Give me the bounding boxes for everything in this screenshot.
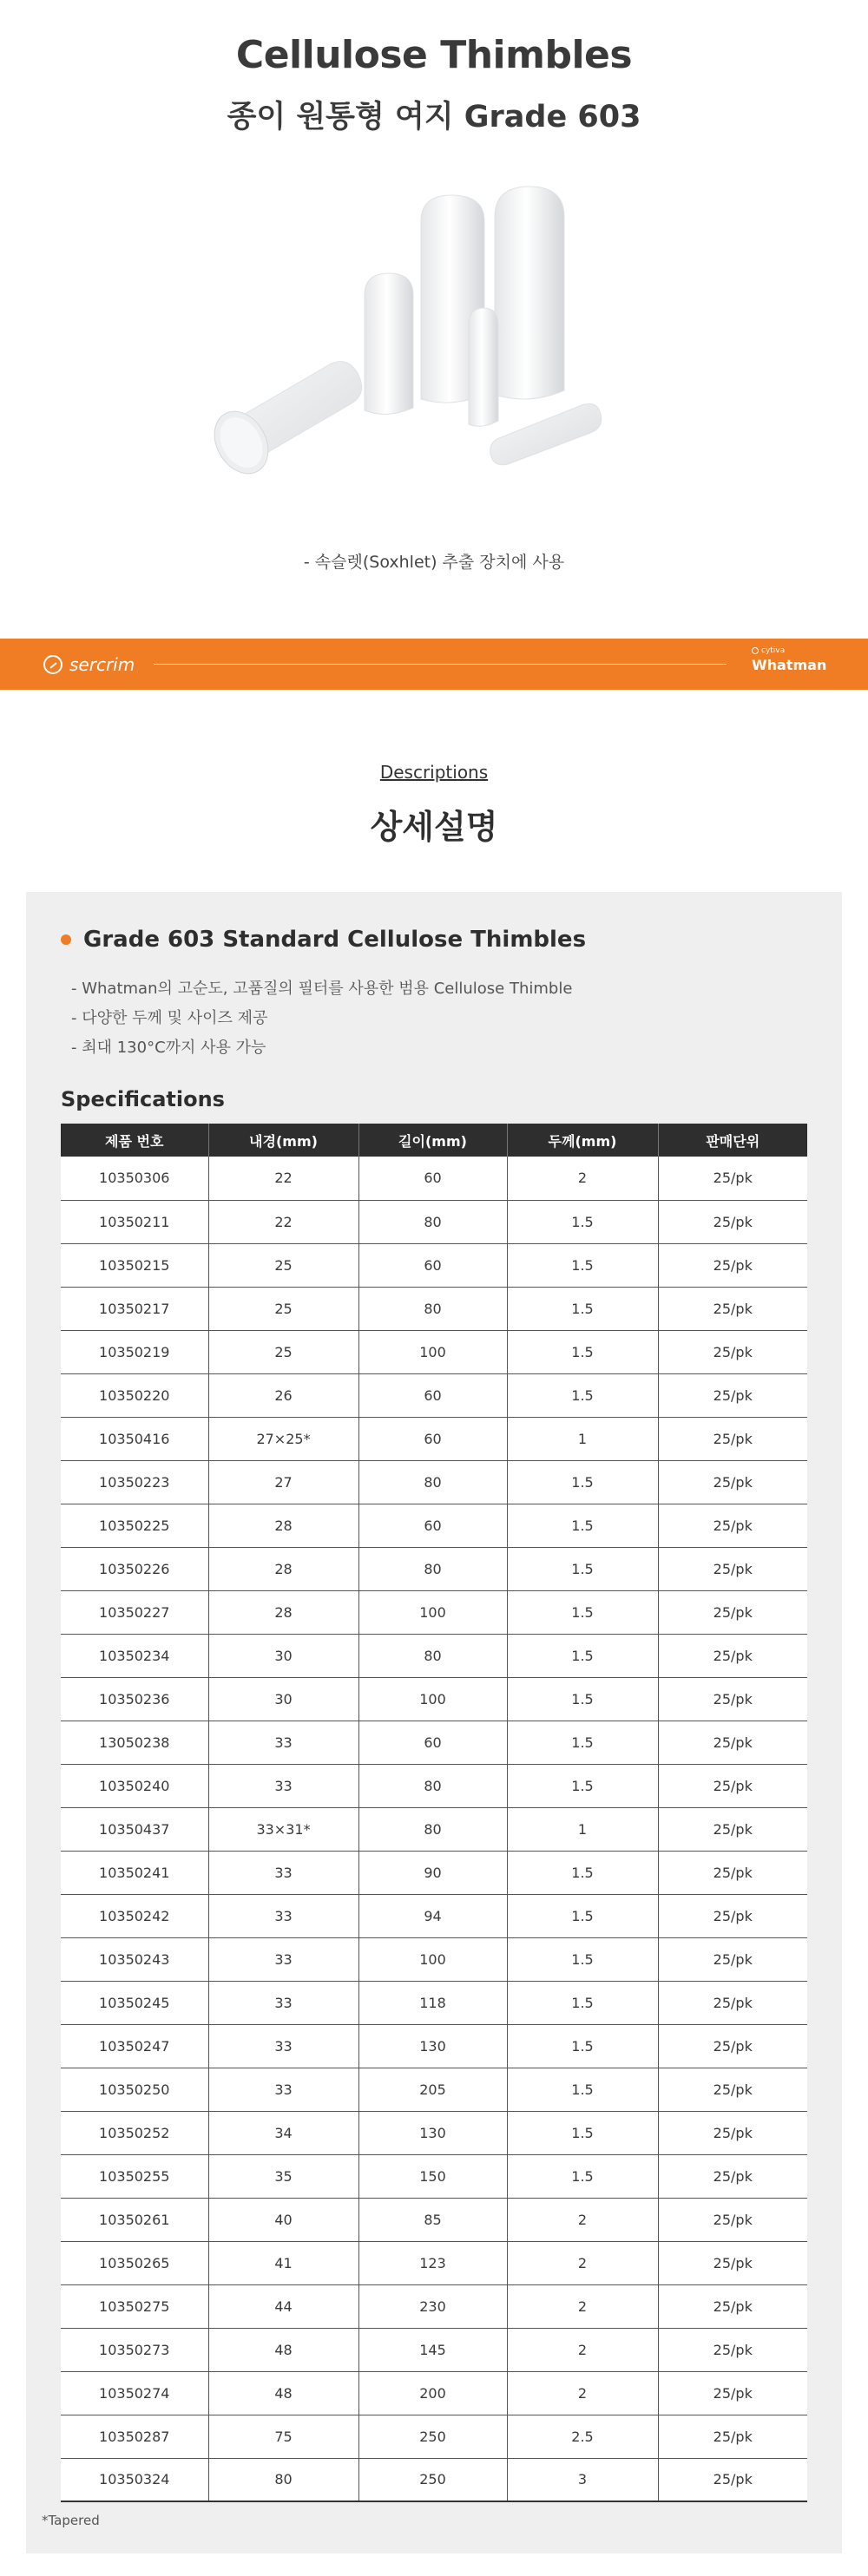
cell-thickness: 1.5 — [507, 2111, 658, 2154]
cell-sales-unit: 25/pk — [658, 2024, 807, 2068]
cell-inner-diameter: 80 — [208, 2458, 358, 2501]
cell-inner-diameter: 48 — [208, 2371, 358, 2415]
cell-sales-unit: 25/pk — [658, 2068, 807, 2111]
bullet-dot-icon — [61, 934, 71, 945]
cell-sales-unit: 25/pk — [658, 1937, 807, 1981]
cell-sales-unit: 25/pk — [658, 1157, 807, 1200]
cell-thickness: 1.5 — [507, 1547, 658, 1590]
cell-inner-diameter: 28 — [208, 1504, 358, 1547]
table-row — [61, 2198, 807, 2241]
sercrim-logo — [43, 652, 135, 677]
cell-thickness: 1.5 — [507, 1590, 658, 1634]
cell-product-number: 10350226 — [61, 1547, 208, 1590]
cell-product-number: 10350219 — [61, 1330, 208, 1373]
cell-product-number: 10350306 — [61, 1157, 208, 1200]
cell-sales-unit: 25/pk — [658, 2241, 807, 2284]
cell-inner-diameter: 25 — [208, 1243, 358, 1287]
header-length: 길이(mm) — [358, 1124, 507, 1157]
cell-inner-diameter: 33 — [208, 1937, 358, 1981]
cell-thickness: 1.5 — [507, 1981, 658, 2024]
cell-inner-diameter: 48 — [208, 2328, 358, 2371]
cell-product-number: 10350247 — [61, 2024, 208, 2068]
cell-product-number: 10350236 — [61, 1677, 208, 1721]
cell-thickness: 2.5 — [507, 2415, 658, 2458]
cell-inner-diameter: 27×25* — [208, 1417, 358, 1460]
cell-product-number: 10350215 — [61, 1243, 208, 1287]
whatman-text: Whatman — [752, 657, 827, 673]
table-row — [61, 1287, 807, 1330]
sercrim-logo-text: sercrim — [69, 654, 135, 675]
cell-product-number: 10350261 — [61, 2198, 208, 2241]
cell-product-number: 13050238 — [61, 1721, 208, 1764]
cell-product-number: 10350416 — [61, 1417, 208, 1460]
cell-length: 80 — [358, 1764, 507, 1807]
table-row — [61, 1894, 807, 1937]
feature-item: - Whatman의 고순도, 고품질의 필터를 사용한 범용 Cellulose Thimble — [71, 980, 573, 998]
cell-length: 200 — [358, 2371, 507, 2415]
descriptions-label: Descriptions — [379, 762, 489, 783]
cell-sales-unit: 25/pk — [658, 1330, 807, 1373]
cell-length: 94 — [358, 1894, 507, 1937]
cell-length: 60 — [358, 1721, 507, 1764]
cell-length: 130 — [358, 2111, 507, 2154]
cell-inner-diameter: 28 — [208, 1547, 358, 1590]
cell-product-number: 10350243 — [61, 1937, 208, 1981]
cell-sales-unit: 25/pk — [658, 1547, 807, 1590]
cell-product-number: 10350274 — [61, 2371, 208, 2415]
cell-sales-unit: 25/pk — [658, 1243, 807, 1287]
table-row — [61, 2068, 807, 2111]
cell-length: 145 — [358, 2328, 507, 2371]
cell-thickness: 1.5 — [507, 2154, 658, 2198]
header-product-number: 제품 번호 — [61, 1124, 208, 1157]
sercrim-logo-icon — [43, 655, 62, 674]
cell-inner-diameter: 41 — [208, 2241, 358, 2284]
cell-length: 60 — [358, 1417, 507, 1460]
cell-inner-diameter: 22 — [208, 1157, 358, 1200]
cell-length: 250 — [358, 2458, 507, 2501]
table-row — [61, 2024, 807, 2068]
cell-thickness: 2 — [507, 2371, 658, 2415]
table-row — [61, 1721, 807, 1764]
cell-product-number: 10350324 — [61, 2458, 208, 2501]
cell-sales-unit: 25/pk — [658, 1764, 807, 1807]
cell-thickness: 2 — [507, 2284, 658, 2328]
cell-sales-unit: 25/pk — [658, 2328, 807, 2371]
cell-thickness: 1 — [507, 1807, 658, 1851]
cell-thickness: 2 — [507, 2241, 658, 2284]
product-title — [61, 927, 586, 953]
cell-thickness: 1.5 — [507, 1894, 658, 1937]
table-row — [61, 2371, 807, 2415]
table-row — [61, 1243, 807, 1287]
cell-thickness: 1.5 — [507, 1330, 658, 1373]
cell-sales-unit: 25/pk — [658, 1677, 807, 1721]
cell-product-number: 10350273 — [61, 2328, 208, 2371]
cell-thickness: 1.5 — [507, 1504, 658, 1547]
cell-inner-diameter: 28 — [208, 1590, 358, 1634]
details-panel — [26, 892, 842, 2553]
cell-thickness: 1.5 — [507, 1721, 658, 1764]
cell-sales-unit: 25/pk — [658, 2154, 807, 2198]
cell-thickness: 1.5 — [507, 1287, 658, 1330]
cell-product-number: 10350287 — [61, 2415, 208, 2458]
cell-length: 150 — [358, 2154, 507, 2198]
table-row — [61, 1634, 807, 1677]
page-title: Cellulose Thimbles — [235, 33, 633, 77]
table-row — [61, 1677, 807, 1721]
table-header-row — [61, 1124, 807, 1157]
cell-length: 100 — [358, 1937, 507, 1981]
cell-sales-unit: 25/pk — [658, 1590, 807, 1634]
cell-sales-unit: 25/pk — [658, 1721, 807, 1764]
cell-inner-diameter: 33 — [208, 1894, 358, 1937]
cell-sales-unit: 25/pk — [658, 1200, 807, 1243]
cell-inner-diameter: 40 — [208, 2198, 358, 2241]
cell-product-number: 10350220 — [61, 1373, 208, 1417]
cytiva-icon — [752, 647, 759, 654]
cell-length: 130 — [358, 2024, 507, 2068]
table-row — [61, 1851, 807, 1894]
cell-sales-unit: 25/pk — [658, 2415, 807, 2458]
cell-thickness: 3 — [507, 2458, 658, 2501]
cell-thickness: 1.5 — [507, 1634, 658, 1677]
cell-inner-diameter: 33 — [208, 1721, 358, 1764]
table-row — [61, 1417, 807, 1460]
thimbles-product-image — [208, 178, 660, 525]
banner-divider — [154, 664, 727, 665]
feature-item: - 최대 130°C까지 사용 가능 — [71, 1039, 266, 1057]
cell-length: 80 — [358, 1634, 507, 1677]
cell-inner-diameter: 33 — [208, 2068, 358, 2111]
cell-inner-diameter: 44 — [208, 2284, 358, 2328]
table-row — [61, 2458, 807, 2501]
cell-inner-diameter: 33 — [208, 1851, 358, 1894]
specifications-heading: Specifications — [61, 1087, 225, 1111]
table-row — [61, 1373, 807, 1417]
cell-sales-unit: 25/pk — [658, 2458, 807, 2501]
table-row — [61, 1937, 807, 1981]
cell-product-number: 10350437 — [61, 1807, 208, 1851]
cell-thickness: 1.5 — [507, 1764, 658, 1807]
table-body — [61, 1157, 807, 2501]
cell-sales-unit: 25/pk — [658, 1504, 807, 1547]
cell-thickness: 1.5 — [507, 1851, 658, 1894]
header-thickness: 두께(mm) — [507, 1124, 658, 1157]
cell-product-number: 10350241 — [61, 1851, 208, 1894]
table-row — [61, 2284, 807, 2328]
cell-sales-unit: 25/pk — [658, 1851, 807, 1894]
table-row — [61, 1460, 807, 1504]
cell-product-number: 10350252 — [61, 2111, 208, 2154]
cell-inner-diameter: 25 — [208, 1330, 358, 1373]
cell-sales-unit: 25/pk — [658, 1981, 807, 2024]
cell-inner-diameter: 26 — [208, 1373, 358, 1417]
hero-section — [0, 0, 868, 638]
cell-sales-unit: 25/pk — [658, 1894, 807, 1937]
cell-sales-unit: 25/pk — [658, 1634, 807, 1677]
cell-sales-unit: 25/pk — [658, 2198, 807, 2241]
cell-product-number: 10350227 — [61, 1590, 208, 1634]
cell-inner-diameter: 33×31* — [208, 1807, 358, 1851]
cell-product-number: 10350242 — [61, 1894, 208, 1937]
cell-length: 100 — [358, 1677, 507, 1721]
brand-banner — [0, 639, 868, 690]
descriptions-heading: 상세설명 — [370, 808, 498, 846]
table-row — [61, 1764, 807, 1807]
header-sales-unit: 판매단위 — [658, 1124, 807, 1157]
cell-thickness: 1.5 — [507, 1677, 658, 1721]
table-row — [61, 2241, 807, 2284]
cell-product-number: 10350250 — [61, 2068, 208, 2111]
table-row — [61, 1200, 807, 1243]
cell-thickness: 1.5 — [507, 1937, 658, 1981]
cell-length: 100 — [358, 1330, 507, 1373]
cell-thickness: 1.5 — [507, 1200, 658, 1243]
cell-inner-diameter: 35 — [208, 2154, 358, 2198]
cell-inner-diameter: 33 — [208, 2024, 358, 2068]
cell-thickness: 1.5 — [507, 1460, 658, 1504]
page-subtitle: 종이 원통형 여지 Grade 603 — [227, 100, 641, 134]
cell-sales-unit: 25/pk — [658, 1417, 807, 1460]
cell-length: 80 — [358, 1200, 507, 1243]
table-row — [61, 1547, 807, 1590]
cell-inner-diameter: 75 — [208, 2415, 358, 2458]
cell-length: 205 — [358, 2068, 507, 2111]
table-row — [61, 2328, 807, 2371]
table-row — [61, 2154, 807, 2198]
cell-length: 123 — [358, 2241, 507, 2284]
cell-product-number: 10350265 — [61, 2241, 208, 2284]
cell-length: 80 — [358, 1460, 507, 1504]
cell-length: 80 — [358, 1807, 507, 1851]
tapered-footnote: *Tapered — [42, 2513, 100, 2528]
cell-thickness: 1.5 — [507, 1373, 658, 1417]
cell-thickness: 1.5 — [507, 1243, 658, 1287]
cell-inner-diameter: 33 — [208, 1764, 358, 1807]
cell-length: 80 — [358, 1287, 507, 1330]
cell-thickness: 1.5 — [507, 2024, 658, 2068]
table-row — [61, 1504, 807, 1547]
cell-sales-unit: 25/pk — [658, 1287, 807, 1330]
cell-length: 118 — [358, 1981, 507, 2024]
cell-inner-diameter: 33 — [208, 1981, 358, 2024]
cell-inner-diameter: 22 — [208, 1200, 358, 1243]
cell-product-number: 10350240 — [61, 1764, 208, 1807]
cell-product-number: 10350245 — [61, 1981, 208, 2024]
cell-sales-unit: 25/pk — [658, 1373, 807, 1417]
table-row — [61, 1157, 807, 1200]
cell-sales-unit: 25/pk — [658, 2284, 807, 2328]
cell-length: 230 — [358, 2284, 507, 2328]
cell-thickness: 1.5 — [507, 2068, 658, 2111]
cell-thickness: 1 — [507, 1417, 658, 1460]
cell-thickness: 2 — [507, 2198, 658, 2241]
cell-length: 60 — [358, 1504, 507, 1547]
cell-length: 60 — [358, 1243, 507, 1287]
cell-product-number: 10350255 — [61, 2154, 208, 2198]
cell-length: 80 — [358, 1547, 507, 1590]
cytiva-text: cytiva — [761, 646, 786, 655]
cell-product-number: 10350275 — [61, 2284, 208, 2328]
whatman-logo — [752, 646, 826, 673]
cell-product-number: 10350217 — [61, 1287, 208, 1330]
table-row — [61, 1330, 807, 1373]
cell-length: 90 — [358, 1851, 507, 1894]
cell-product-number: 10350223 — [61, 1460, 208, 1504]
header-inner-diameter: 내경(mm) — [208, 1124, 358, 1157]
table-row — [61, 1590, 807, 1634]
cell-inner-diameter: 30 — [208, 1677, 358, 1721]
table-row — [61, 1807, 807, 1851]
cell-sales-unit: 25/pk — [658, 2111, 807, 2154]
cell-thickness: 2 — [507, 1157, 658, 1200]
product-title-text: Grade 603 Standard Cellulose Thimbles — [83, 927, 587, 953]
cell-product-number: 10350225 — [61, 1504, 208, 1547]
table-row — [61, 2415, 807, 2458]
cell-length: 100 — [358, 1590, 507, 1634]
cell-product-number: 10350234 — [61, 1634, 208, 1677]
cell-inner-diameter: 30 — [208, 1634, 358, 1677]
cell-length: 85 — [358, 2198, 507, 2241]
table-row — [61, 2111, 807, 2154]
cell-length: 250 — [358, 2415, 507, 2458]
cell-length: 60 — [358, 1373, 507, 1417]
cell-sales-unit: 25/pk — [658, 1460, 807, 1504]
cell-length: 60 — [358, 1157, 507, 1200]
cell-thickness: 2 — [507, 2328, 658, 2371]
feature-list — [71, 974, 572, 1063]
table-row — [61, 1981, 807, 2024]
cell-inner-diameter: 25 — [208, 1287, 358, 1330]
cell-sales-unit: 25/pk — [658, 1807, 807, 1851]
cell-inner-diameter: 34 — [208, 2111, 358, 2154]
feature-item: - 다양한 두께 및 사이즈 제공 — [71, 1009, 268, 1027]
cell-sales-unit: 25/pk — [658, 2371, 807, 2415]
cell-inner-diameter: 27 — [208, 1460, 358, 1504]
specifications-table — [61, 1124, 807, 2502]
cell-product-number: 10350211 — [61, 1200, 208, 1243]
usage-caption: - 속슬렛(Soxhlet) 추출 장치에 사용 — [303, 553, 565, 572]
